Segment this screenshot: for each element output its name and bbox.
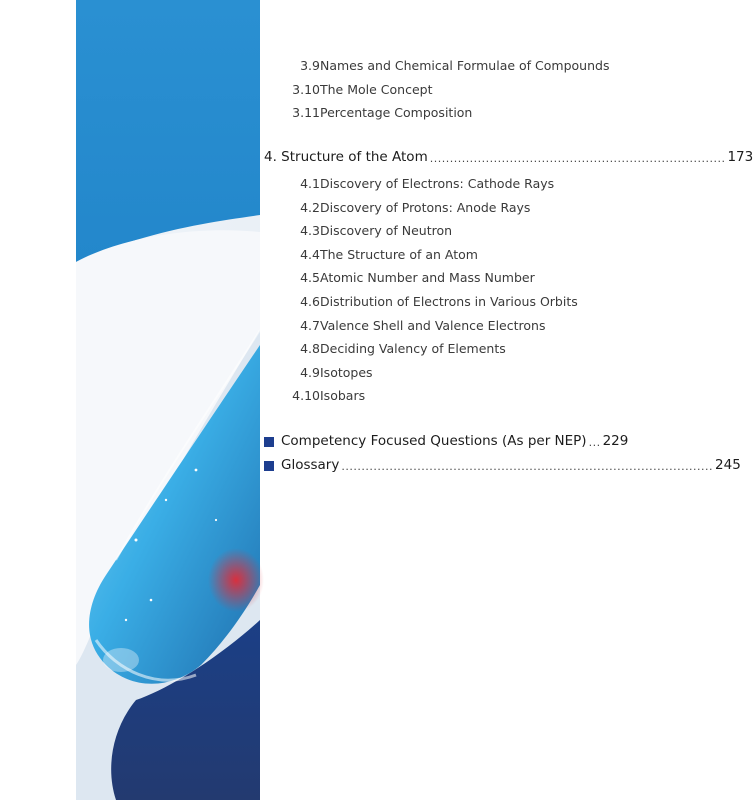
section-title: Discovery of Neutron: [320, 223, 453, 238]
section-number: 3.11: [292, 105, 320, 120]
toc-entry[interactable]: [264, 386, 624, 406]
section-number: 4.2: [300, 200, 320, 215]
toc-entry[interactable]: [264, 268, 624, 288]
page-number: 173: [727, 149, 753, 165]
toc-chapter-entry[interactable]: [264, 146, 753, 168]
section-title: Discovery of Electrons: Cathode Rays: [320, 176, 555, 191]
chapter-title: 4. Structure of the Atom: [264, 149, 428, 165]
test-tube-crystals-photo: [76, 0, 260, 800]
section-title: The Mole Concept: [320, 82, 433, 97]
toc-entry[interactable]: [264, 80, 624, 100]
section-title: Distribution of Electrons in Various Orbits: [320, 294, 578, 309]
toc-entry[interactable]: [264, 245, 624, 265]
toc-entry[interactable]: [264, 339, 624, 359]
section-number: 4.1: [300, 176, 320, 191]
square-bullet-icon: [264, 437, 274, 447]
section-number: 4.10: [292, 388, 320, 403]
dot-leader: .............................................................................................: [341, 460, 714, 473]
cover-art-strip: [76, 0, 260, 800]
toc-entry[interactable]: [264, 292, 624, 312]
toc-entry[interactable]: [264, 221, 624, 241]
dot-leader: ...: [588, 436, 601, 449]
toc-entry[interactable]: [264, 174, 624, 194]
section-title: The Structure of an Atom: [320, 247, 478, 262]
toc-entry[interactable]: [264, 316, 624, 336]
page-number: 229: [602, 433, 629, 449]
section-number: 4.4: [300, 247, 320, 262]
section-title: Isobars: [320, 388, 366, 403]
section-title: Valence Shell and Valence Electrons: [320, 318, 546, 333]
toc-entry[interactable]: [264, 363, 624, 383]
extra-title: Glossary: [281, 457, 340, 473]
toc-extra-entry[interactable]: [264, 454, 741, 476]
table-of-contents: [264, 0, 753, 800]
section-title: Deciding Valency of Elements: [320, 341, 506, 356]
section-title: Percentage Composition: [320, 105, 473, 120]
square-bullet-icon: [264, 461, 274, 471]
section-title: Discovery of Protons: Anode Rays: [320, 200, 531, 215]
section-title: Names and Chemical Formulae of Compounds: [320, 58, 610, 73]
section-number: 3.9: [300, 58, 320, 73]
section-number: 4.9: [300, 365, 320, 380]
page-number: 245: [715, 457, 741, 473]
toc-extra-entry[interactable]: [264, 430, 629, 452]
section-number: 4.3: [300, 223, 320, 238]
section-number: 4.7: [300, 318, 320, 333]
section-number: 4.8: [300, 341, 320, 356]
section-number: 3.10: [292, 82, 320, 97]
section-title: Isotopes: [320, 365, 373, 380]
section-number: 4.5: [300, 270, 320, 285]
dot-leader: ..........................................................................: [429, 152, 726, 165]
section-number: 4.6: [300, 294, 320, 309]
section-title: Atomic Number and Mass Number: [320, 270, 535, 285]
toc-entry[interactable]: [264, 103, 624, 123]
extra-title: Competency Focused Questions (As per NEP): [281, 433, 587, 449]
toc-entry[interactable]: [264, 198, 624, 218]
toc-entry[interactable]: [264, 56, 624, 76]
